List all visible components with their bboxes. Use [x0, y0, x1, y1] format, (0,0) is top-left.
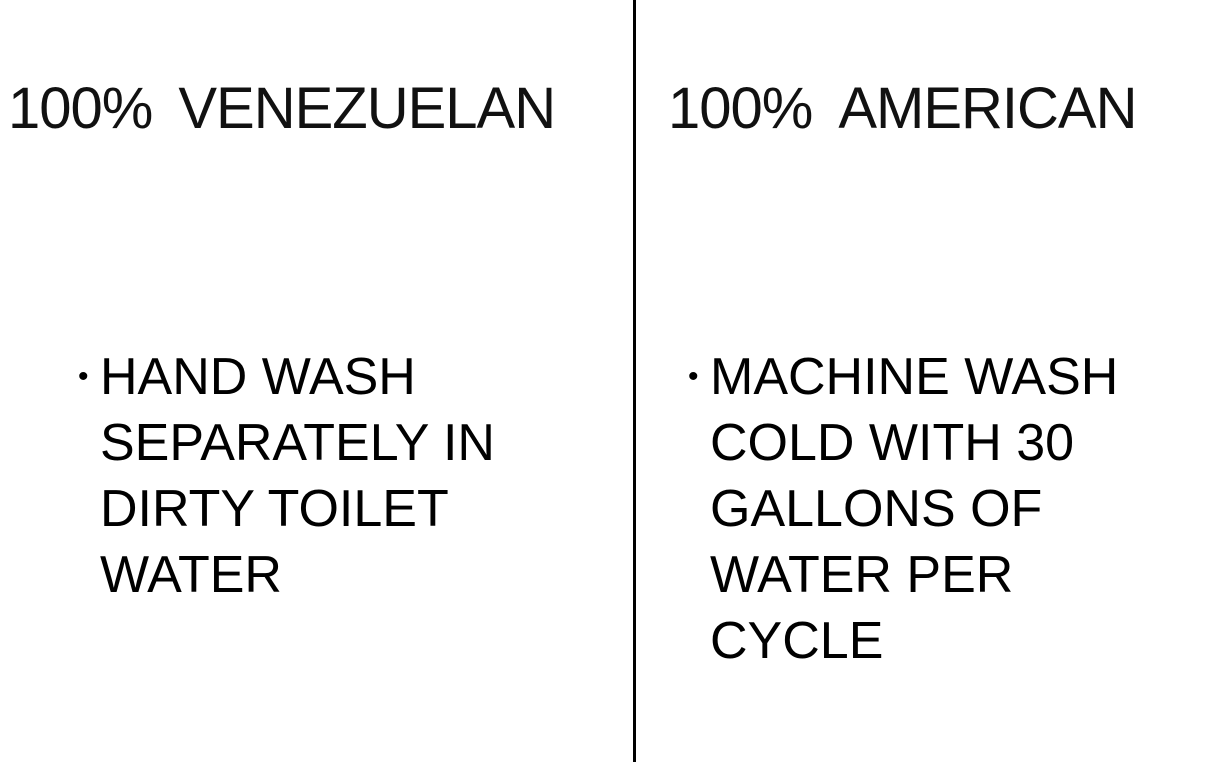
bullet-icon: • — [688, 360, 699, 393]
right-bullet-text — [710, 344, 1118, 674]
right-bullet-line: CYCLE — [710, 612, 884, 670]
left-bullet — [78, 344, 495, 608]
right-bullet-line: MACHINE WASH — [710, 348, 1119, 406]
right-title — [668, 76, 1137, 142]
right-bullet-line: WATER PER — [710, 546, 1014, 604]
right-bullet-line: GALLONS OF — [710, 480, 1043, 538]
left-bullet-line: HAND WASH — [100, 348, 416, 406]
left-bullet-line: WATER — [100, 546, 282, 604]
bullet-icon: • — [78, 360, 89, 393]
left-bullet-text — [100, 344, 495, 608]
right-bullet-line: COLD WITH 30 — [710, 414, 1075, 472]
left-bullet-line: SEPARATELY IN — [100, 414, 495, 472]
left-title-percent: 100% — [8, 76, 153, 141]
left-bullet-line: DIRTY TOILET — [100, 480, 449, 538]
left-title — [8, 76, 555, 142]
right-title-percent: 100% — [668, 76, 813, 141]
right-bullet — [688, 344, 1118, 674]
left-title-word: VENEZUELAN — [178, 76, 556, 141]
right-panel — [636, 0, 1228, 762]
right-title-word: AMERICAN — [838, 76, 1137, 141]
